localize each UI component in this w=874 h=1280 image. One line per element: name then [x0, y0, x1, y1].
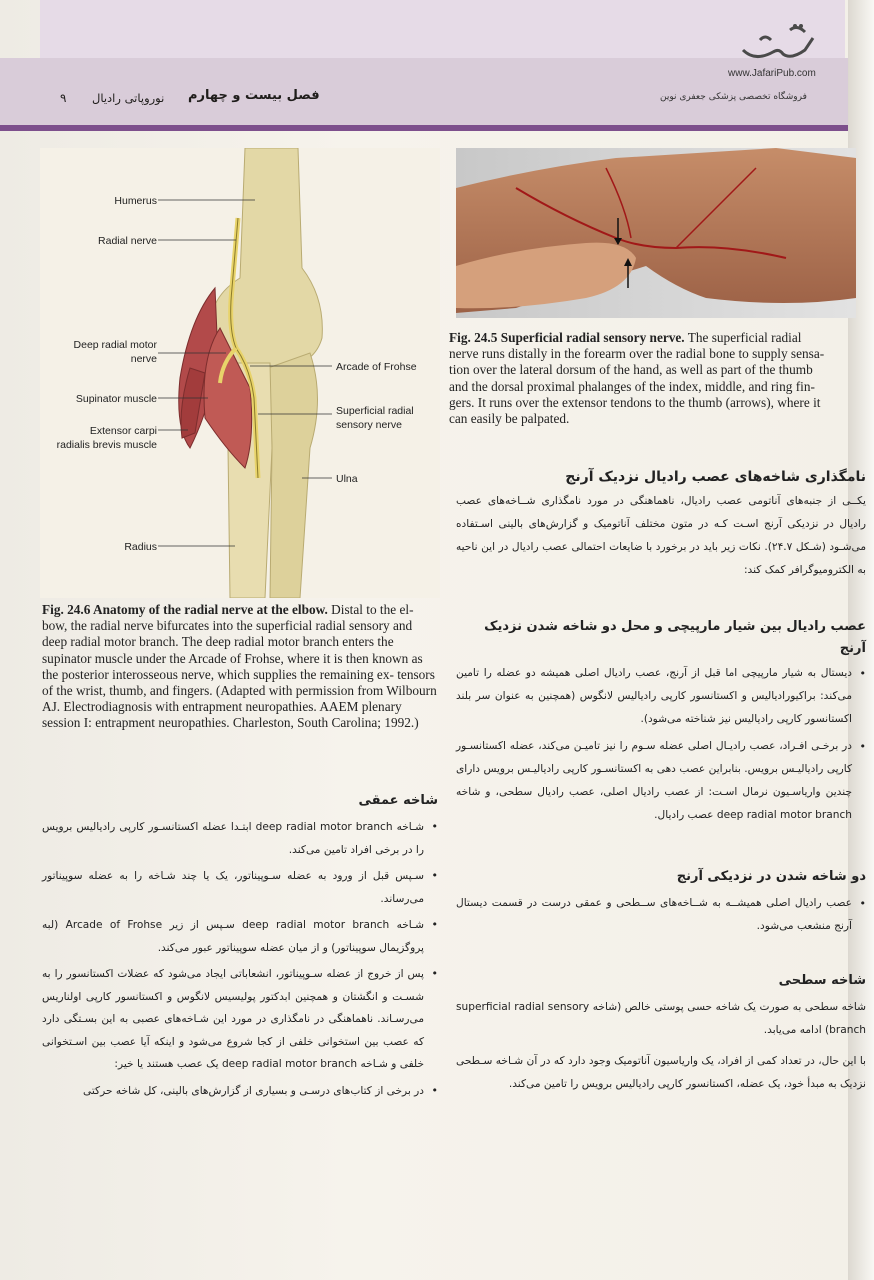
label-ecrb: Extensor carpi — [89, 425, 157, 437]
label-deep-radial-motor: Deep radial motor — [73, 339, 157, 351]
publisher-logo — [735, 20, 830, 68]
paragraph-superficial-branch: شاخه سطحی به صورت یک شاخه حسی پوستی خالص (شاخه superficial radial sensory branch) ادامه می‌یابد. — [456, 1001, 866, 1036]
figure-24-5-caption-title: Fig. 24.5 Superficial radial sensory nerve. — [449, 330, 685, 345]
figure-24-5-hand-photo — [456, 148, 856, 318]
figure-24-6-elbow-anatomy — [40, 148, 440, 598]
label-humerus: Humerus — [114, 195, 157, 207]
list-item: • در برخـی افـراد، عصب رادیـال اصلی عضله سـوم را نیز تامیـن می‌کند، عضله اکستانسـور کارپی رادیالیـس برویس. بنابراین عصب دهی به اکستانسـور کارپی رادیالیـس برویس دارای چندین واریاسـیون نرمال اسـت: از عصب رادیال اصلی، عصب رادیال سطحی، و شاخه deep radial motor branch عصب رادیال. — [456, 735, 866, 827]
publisher-website: www.JafariPub.com — [728, 68, 816, 79]
label-deep-radial-motor-line2: nerve — [130, 353, 157, 365]
label-radius: Radius — [124, 541, 157, 553]
page-top-band — [40, 0, 845, 58]
running-chapter-title: فصل بیست و چهارم — [188, 88, 320, 103]
bullet-icon: • — [431, 869, 438, 882]
label-radial-nerve: Radial nerve — [98, 235, 157, 247]
bullet-list-bifurcation — [456, 892, 866, 942]
bullet-icon: • — [859, 667, 866, 680]
header-rule — [0, 125, 874, 131]
figure-24-6-caption-title: Fig. 24.6 Anatomy of the radial nerve at the elbow. — [42, 602, 328, 617]
list-item: • شـاخه deep radial motor branch ابتـدا عضله اکستانسـور کارپی رادیالیس برویس را در برخی افراد تامین می‌کند. — [42, 816, 438, 861]
list-item: • عصب رادیال اصلی همیشــه به شــاخه‌های ســطحی و عمقی درست در قسمت دیستال آرنج منشعب می‌شود. — [456, 892, 866, 938]
label-arcade-of-frohse: Arcade of Frohse — [336, 361, 417, 373]
heading-deep-branch: شاخه عمقی — [358, 793, 438, 808]
bullet-icon: • — [431, 918, 438, 931]
figure-24-5-caption-body: The superficial radial nerve runs distally in the forearm over the radial bone to supply sensa- tion over the lateral dorsum of the hand, as well as part of the thumb and the dorsal proximal phalanges of the index, middle, and ring fin- gers. It runs over the extensor tendons to the thumb (arrows), where it can easily be palpated. — [449, 330, 825, 427]
page-number: ۹ — [60, 91, 67, 105]
list-item: • شـاخه deep radial motor branch سـپس از زیر Arcade of Frohse (لبه پروگزیمال سوپیناتور) و از میان عضله سوپیناتور عبور می‌کند. — [42, 914, 438, 959]
bullet-icon: • — [431, 820, 438, 833]
heading-bifurcation-near-elbow: دو شاخه شدن در نزدیکی آرنج — [676, 869, 866, 884]
bullet-icon: • — [859, 897, 866, 910]
label-ulna: Ulna — [336, 473, 358, 485]
bullet-icon: • — [431, 1083, 438, 1097]
label-ecrb-line2: radialis brevis muscle — [56, 439, 157, 451]
heading-spiral-groove-to-bifurcation: عصب رادیال بین شیار مارپیچی و محل دو شاخه شدن نزدیک آرنج — [484, 619, 866, 656]
paragraph-nomenclature-intro: یکــی از جنبه‌های آناتومی عصب رادیال، ناهماهنگی در مورد نامگذاری شــاخه‌های عصب رادیال در نزدیکی آرنج اسـت کـه در متون مختلف آناتومیک و گزارش‌های بالینی اسـتفاده می‌شـود (شـکل ۲۴.۷). نکات زیر باید در برخورد با ضایعات احتمالی عصب رادیال در این ناحیه به الکترومیوگرافر کمک کند: — [456, 495, 867, 576]
heading-superficial-branch: شاخه سطحی — [778, 973, 866, 988]
label-superficial-radial-line2: sensory nerve — [336, 419, 402, 431]
figure-24-6-caption — [42, 602, 438, 732]
publisher-store-name: فروشگاه تخصصی پزشکی جعفری نوین — [660, 92, 807, 102]
list-item: • پس از خروج از عضله سـوپیناتور، انشعاباتی ایجاد می‌شود که عضلات اکستانسور را به شسـت و انگشتان و همچنین ابدکتور پولیسیس لانگوس و اکستانسور کارپی اولناریس می‌رسـاند. ناهماهنگی در نامگذاری در مورد این شـاخه‌های عصبی به این بسـتگی دارد که عصب بین استخوانی خلفی از کجا شروع می‌شود و اینکه آیا عصب بین اسـتخوانی خلفی و شـاخه deep radial motor branch یک عصب هستند یا خیر: — [42, 963, 438, 1076]
bullet-icon: • — [859, 740, 866, 753]
paragraph-superficial-variation: با این حال، در تعداد کمی از افراد، یک واریاسیون آناتومیک وجود دارد که در آن شـاخه سـطحی نزدیک به مبدأ خود، یک عضله، اکستانسور کارپی رادیالیس برویس را تامین می‌کند. — [456, 1055, 866, 1090]
list-item: • دیستال به شیار مارپیچی اما قبل از آرنج، عصب رادیال اصلی همیشه دو عضله را تامین می‌کند: براکیورادیالیس و اکستانسور کارپی رادیالیس لانگوس (همچنین به عنوان سر بلند اکستانسور کارپی رادیالیس نیز شناخته می‌شود). — [456, 662, 866, 731]
bullet-list-deep-branch — [42, 816, 438, 1106]
label-superficial-radial: Superficial radial — [336, 405, 414, 417]
figure-24-6-caption-body: Distal to the el- bow, the radial nerve bifurcates into the superficial radial sensory and deep radial motor branch. The deep radial motor branch enters the supinator muscle under the Arcade of Frohse, where it is then known as the posterior interosseous nerve, which supplies the remaining ex- tensors of the wrist, thumb, and fingers. (Adapted with permission from Wilbourn AJ. Electrodiagnosis with entrapment neuropathies. AAEM plenary session I: entrapment neuropathies. Charleston, South Carolina; 1992.) — [42, 602, 437, 731]
list-item: • در برخی از کتاب‌های درسـی و بسیاری از گزارش‌های بالینی، کل شاخه حرکتی — [42, 1080, 438, 1103]
bullet-icon: • — [431, 967, 438, 980]
running-book-title: نوروپاتی رادیال — [92, 91, 165, 105]
list-item: • سـپس قبل از ورود به عضله سـوپیناتور، یک یا چند شـاخه را به عضله سوپیناتور می‌رساند. — [42, 865, 438, 910]
bullet-list-spiral-groove — [456, 662, 866, 831]
label-supinator: Supinator muscle — [75, 393, 157, 405]
heading-radial-branch-nomenclature: نامگذاری شاخه‌های عصب رادیال نزدیک آرنج — [565, 469, 866, 485]
figure-24-5-caption — [449, 330, 831, 427]
